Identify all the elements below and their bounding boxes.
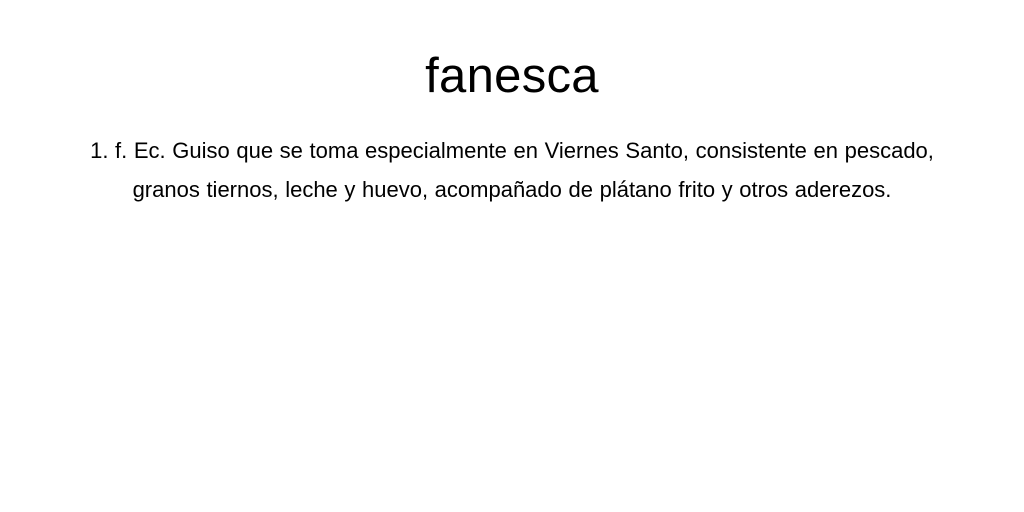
definition-text: 1. f. Ec. Guiso que se toma especialmente en Viernes Santo, consistente en pescado, granos tiernos, leche y huevo, acompañado de plátano frito y otros aderezos.: [90, 138, 934, 202]
headword-title: fanesca: [425, 49, 599, 103]
